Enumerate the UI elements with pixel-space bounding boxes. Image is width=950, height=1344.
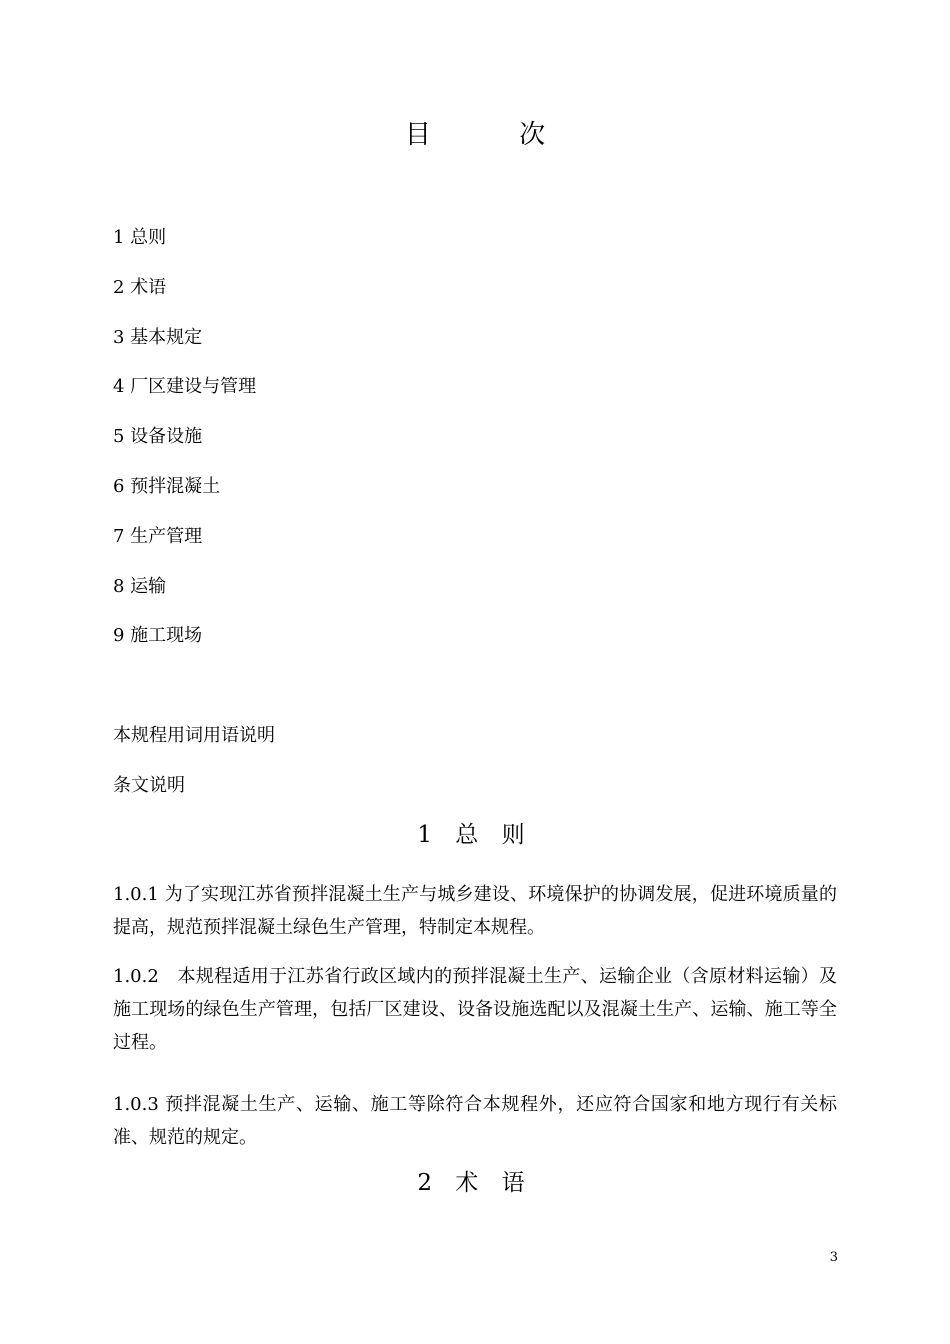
- toc-item-transport[interactable]: 8 运输: [113, 575, 167, 597]
- chapter-1-title: 1 总 则: [417, 822, 533, 848]
- toc-item-general[interactable]: 1 总则: [113, 227, 167, 248]
- toc-item-production-management[interactable]: 7 生产管理: [113, 525, 203, 547]
- toc-title: 目 次: [404, 120, 586, 150]
- clause-1-0-3: 1.0.3 预拌混凝土生产、运输、施工等除符合本规程外，还应符合国家和地方现行有关标准、规范的规定。: [113, 1094, 837, 1148]
- toc-item-terms[interactable]: 2 术语: [113, 276, 167, 298]
- toc-item-construction-site[interactable]: 9 施工现场: [113, 625, 203, 647]
- clause-1-0-2: 1.0.2 本规程适用于江苏省行政区域内的预拌混凝土生产、运输企业（含原材料运输）及施工现场的绿色生产管理，包括厂区建设、设备设施选配以及混凝土生产、运输、施工等全过程。: [113, 966, 837, 1053]
- toc-extra-list: [113, 724, 275, 824]
- toc-list: [113, 226, 256, 674]
- page-number: 3: [829, 1250, 838, 1265]
- toc-item-ready-mixed-concrete[interactable]: 6 预拌混凝土: [113, 475, 221, 497]
- toc-item-wording-explanation[interactable]: 本规程用词用语说明: [113, 725, 275, 746]
- chapter-2-title: 2 术 语: [417, 1170, 533, 1196]
- toc-item-basic-rules[interactable]: 3 基本规定: [113, 326, 203, 348]
- toc-item-clause-explanation[interactable]: 条文说明: [113, 774, 185, 796]
- toc-item-plant-construction[interactable]: 4 厂区建设与管理: [113, 376, 257, 398]
- toc-item-equipment[interactable]: 5 设备设施: [113, 426, 203, 448]
- clause-1-0-1: 1.0.1 为了实现江苏省预拌混凝土生产与城乡建设、环境保护的协调发展，促进环境质量的提高，规范预拌混凝土绿色生产管理，特制定本规程。: [113, 884, 837, 938]
